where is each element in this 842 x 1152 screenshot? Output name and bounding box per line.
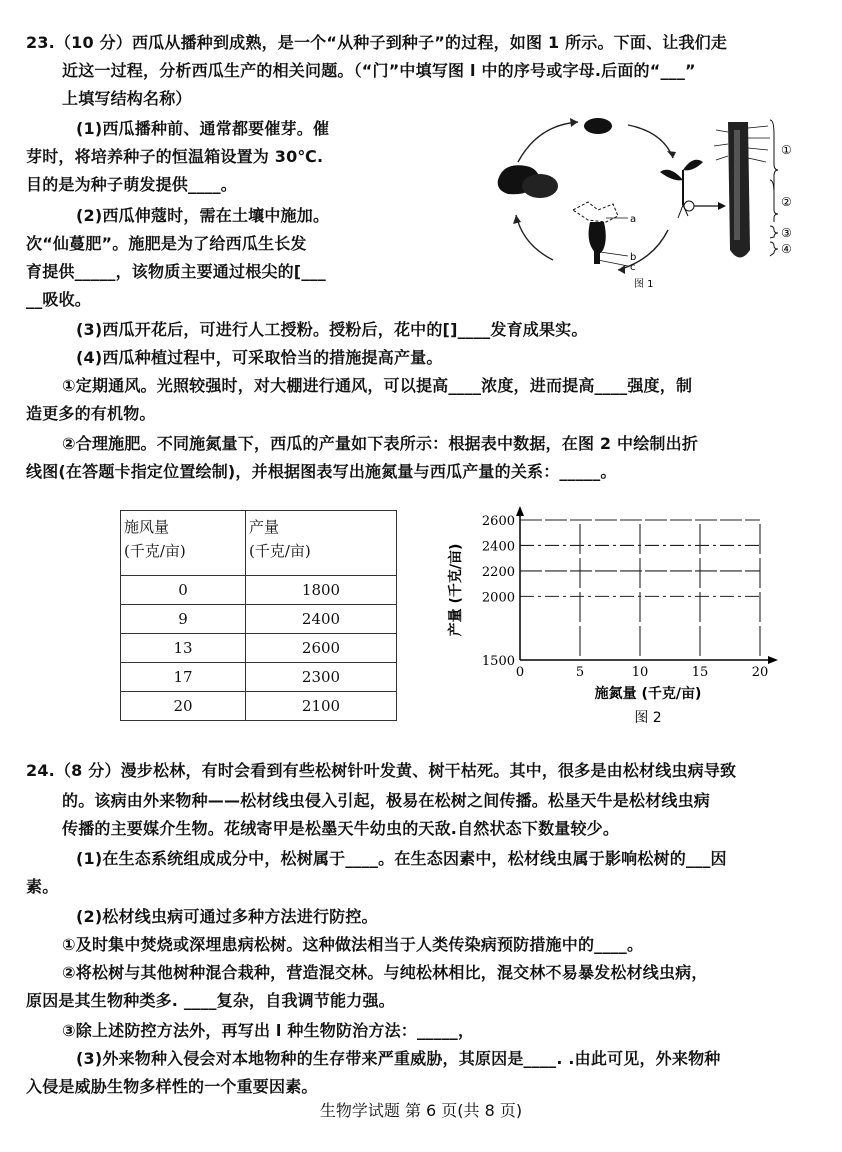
q24-sub3-a: (3)外来物种入侵会对本地物种的生存带来严重威胁，其原因是____. .由此可见，外来物种 [76,1049,721,1068]
q24-sub1-b: 素。 [26,877,59,896]
label-c: c [630,262,636,273]
y-axis-arrow [516,506,524,516]
header-col1-line2: (千克/亩) [124,542,186,560]
y-tick-label: 2600 [481,514,515,529]
cell-nitrogen: 9 [121,605,246,634]
y-tick-label: 2400 [481,539,515,555]
cycle-arrow-1 [518,122,578,162]
q23-sub1-a: (1)西瓜播种前、通常都要催芽。催 [76,119,330,138]
q23-sub2-a: (2)西瓜伸蔻时，需在土壤中施加。 [76,206,330,225]
cycle-arrow-3 [618,230,668,270]
q23-sub4-a2: 造更多的有机物。 [26,404,156,423]
q23-line1: 23.（10 分）西瓜从播种到成熟，是一个“从种子到种子”的过程，如图 1 所示。下面、让我们走 [26,33,728,52]
table-header-col2 [246,511,397,576]
table-header-row [121,511,397,576]
table-row [121,692,397,721]
table-row [121,605,397,634]
q24-sub2-b2: 原因是其生物种类多. ____复杂，自我调节能力强。 [26,991,395,1010]
label-b: b [630,252,637,263]
q23-sub1-c: 目的是为种子萌发提供____。 [26,175,238,194]
cell-yield: 2600 [246,634,397,663]
figure-2-caption: 图 2 [634,710,662,726]
q23-line2: 近这一过程，分析西瓜生产的相关问题。（“门”中填写图 l 中的序号或字母.后面的“___” [62,61,696,80]
figure-1-lifecycle [478,110,808,295]
q24-sub2-a: ①及时集中焚烧或深埋患病松树。这种做法相当于人类传染病预防措施中的____。 [62,935,644,954]
label-a: a [630,214,637,225]
q24-line2: 的。该病由外来物种——松材线虫侵入引起，极易在松树之间传播。松垦天牛是松材线虫病 [62,791,711,810]
q23-line3: 上填写结构名称） [62,89,192,108]
header-col2-line2: (千克/亩) [249,542,311,560]
label-4: ④ [781,242,792,256]
flower-icon [573,202,636,273]
cycle-arrow-2 [628,125,673,158]
cell-nitrogen: 13 [121,634,246,663]
figure-2-chart [438,502,788,732]
label-3: ③ [781,226,792,240]
header-col2-line1: 产量 [249,518,280,536]
q24-sub2: (2)松材线虫病可通过多种方法进行防控。 [76,907,378,926]
x-tick-label: 15 [691,665,709,680]
q23-sub2-c: 育提供_____，该物质主要通过根尖的[___ [26,262,326,281]
q23-sub2-d: __吸收。 [26,290,92,309]
nitrogen-yield-table [120,510,397,721]
x-tick-label: 20 [751,665,769,680]
q24-line3: 传播的主要媒介生物。花绒寄甲是松墨天牛幼虫的天敌.自然状态下数量较少。 [62,819,620,838]
header-col1-line1: 施风量 [124,518,170,536]
cell-nitrogen: 17 [121,663,246,692]
q23-sub2-b: 次“仙蔓肥”。施肥是为了给西瓜生长发 [26,234,307,253]
x-tick-label: 10 [631,665,649,680]
table-header-col1 [121,511,246,576]
label-2: ② [781,195,792,209]
page-footer: 生物学试题 第 6 页(共 8 页) [319,1101,523,1120]
cycle-arrow-4 [516,215,553,260]
q23-sub4-a1: ①定期通风。光照较强时，对大棚进行通风，可以提高____浓度，进而提高____强度，制 [62,376,693,395]
x-tick-label: 5 [575,665,585,680]
cell-yield: 1800 [246,576,397,605]
table-row [121,663,397,692]
x-axis-label: 施氮量 (千克/亩) [594,686,702,702]
y-tick-label: 1500 [481,654,515,669]
table-row [121,576,397,605]
q23-sub4-b1: ②合理施肥。不同施氮量下，西瓜的产量如下表所示：根据表中数据，在图 2 中绘制出折 [62,434,699,453]
x-axis-arrow [768,656,778,664]
q23-sub4: (4)西瓜种植过程中，可采取恰当的措施提高产量。 [76,348,443,367]
q24-line1: 24.（8 分）漫步松林，有时会看到有些松树针叶发黄、树干枯死。其中，很多是由松材线虫病导致 [26,761,737,780]
q24-sub2-c: ③除上述防控方法外，再写出 l 种生物防治方法：_____， [62,1021,475,1040]
q23-sub3: (3)西瓜开花后，可进行人工授粉。授粉后，花中的[]____发育成果实。 [76,320,588,339]
cell-yield: 2100 [246,692,397,721]
y-tick-label: 2200 [481,564,515,580]
chart-svg [438,502,788,732]
table-row [121,634,397,663]
q24-sub1-a: (1)在生态系统组成成分中，松树属于____。在生态因素中，松材线虫属于影响松树的___因 [76,849,727,868]
cell-yield: 2300 [246,663,397,692]
y-axis-label: 产量 (千克/亩) [448,543,464,637]
lifecycle-diagram [478,110,808,295]
q23-sub1-b: 芽时，将培养种子的恒温箱设置为 30℃. [26,147,324,166]
q24-sub3-b: 入侵是威胁生物多样性的一个重要因素。 [26,1077,318,1096]
seed-icon [584,118,612,134]
figure-1-caption: 图 1 [634,279,654,290]
root-tip-icon [714,120,792,258]
cell-nitrogen: 0 [121,576,246,605]
q23-sub4-b2: 线图(在答题卡指定位置绘制)，并根据图表写出施氮量与西瓜产量的关系：_____。 [26,462,617,481]
cell-nitrogen: 20 [121,692,246,721]
label-1: ① [781,143,792,157]
x-tick-label: 0 [515,665,525,680]
cell-yield: 2400 [246,605,397,634]
q24-sub2-b1: ②将松树与其他树种混合栽种，营造混交林。与纯松林相比，混交林不易暴发松材线虫病， [62,963,708,982]
y-tick-label: 2000 [481,590,515,606]
